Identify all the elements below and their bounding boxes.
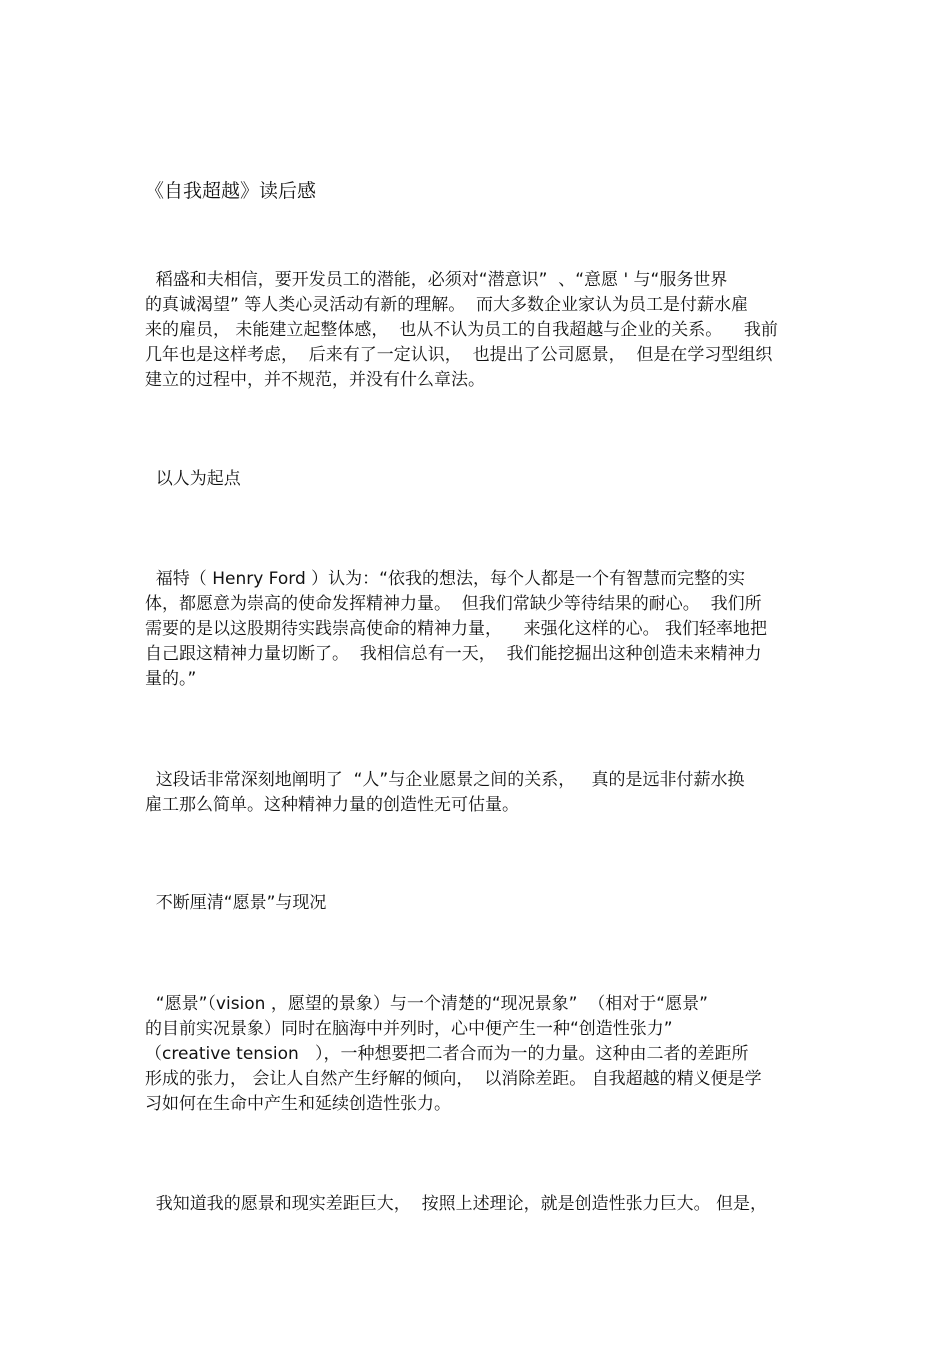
section-heading: 以人为起点 [145,469,241,489]
paragraph-line: “愿景”（vision ，愿望的景象）与一个清楚的“现况景象” （相对于“愿景” [145,994,708,1014]
paragraph-line: 体，都愿意为崇高的使命发挥精神力量。 但我们常缺少等待结果的耐心。 我们所 [145,594,762,614]
paragraph-line: 雇工那么简单。这种精神力量的创造性无可估量。 [145,795,519,815]
paragraph-line: 福特（ Henry Ford ）认为：“依我的想法，每个人都是一个有智慧而完整的实 [145,569,745,589]
paragraph-line: 这段话非常深刻地阐明了 “人”与企业愿景之间的关系， 真的是远非付薪水换 [145,770,745,790]
section-heading: 不断厘清“愿景”与现况 [145,893,327,913]
paragraph-line: 需要的是以这股期待实践崇高使命的精神力量， 来强化这样的心。 我们轻率地把 [145,619,768,639]
paragraph-line: 形成的张力， 会让人自然产生纾解的倾向， 以消除差距。 自我超越的精义便是学 [145,1069,762,1089]
paragraph-line: 自己跟这精神力量切断了。 我相信总有一天， 我们能挖掘出这种创造未来精神力 [145,644,762,664]
paragraph-line: 来的雇员， 未能建立起整体感， 也从不认为员工的自我超越与企业的关系。 我前 [145,320,778,340]
paragraph-line: 量的。” [145,669,197,689]
paragraph-line: 建立的过程中，并不规范，并没有什么章法。 [145,370,485,390]
paragraph-line: （creative tension ），一种想要把二者合而为一的力量。这种由二者的差距所 [145,1044,749,1064]
paragraph-line: 我知道我的愿景和现实差距巨大， 按照上述理论，就是创造性张力巨大。 但是， [145,1194,768,1214]
paragraph-line: 的真诚渴望” 等人类心灵活动有新的理解。 而大多数企业家认为员工是付薪水雇 [145,295,749,315]
paragraph-line: 几年也是这样考虑， 后来有了一定认识， 也提出了公司愿景， 但是在学习型组织 [145,345,773,365]
document-title: 《自我超越》读后感 [145,180,317,202]
paragraph-line: 稻盛和夫相信，要开发员工的潜能，必须对“潜意识” 、“意愿 ' 与“服务世界 [145,270,728,290]
paragraph-line: 的目前实况景象）同时在脑海中并列时，心中便产生一种“创造性张力” [145,1019,673,1039]
paragraph-line: 习如何在生命中产生和延续创造性张力。 [145,1094,451,1114]
